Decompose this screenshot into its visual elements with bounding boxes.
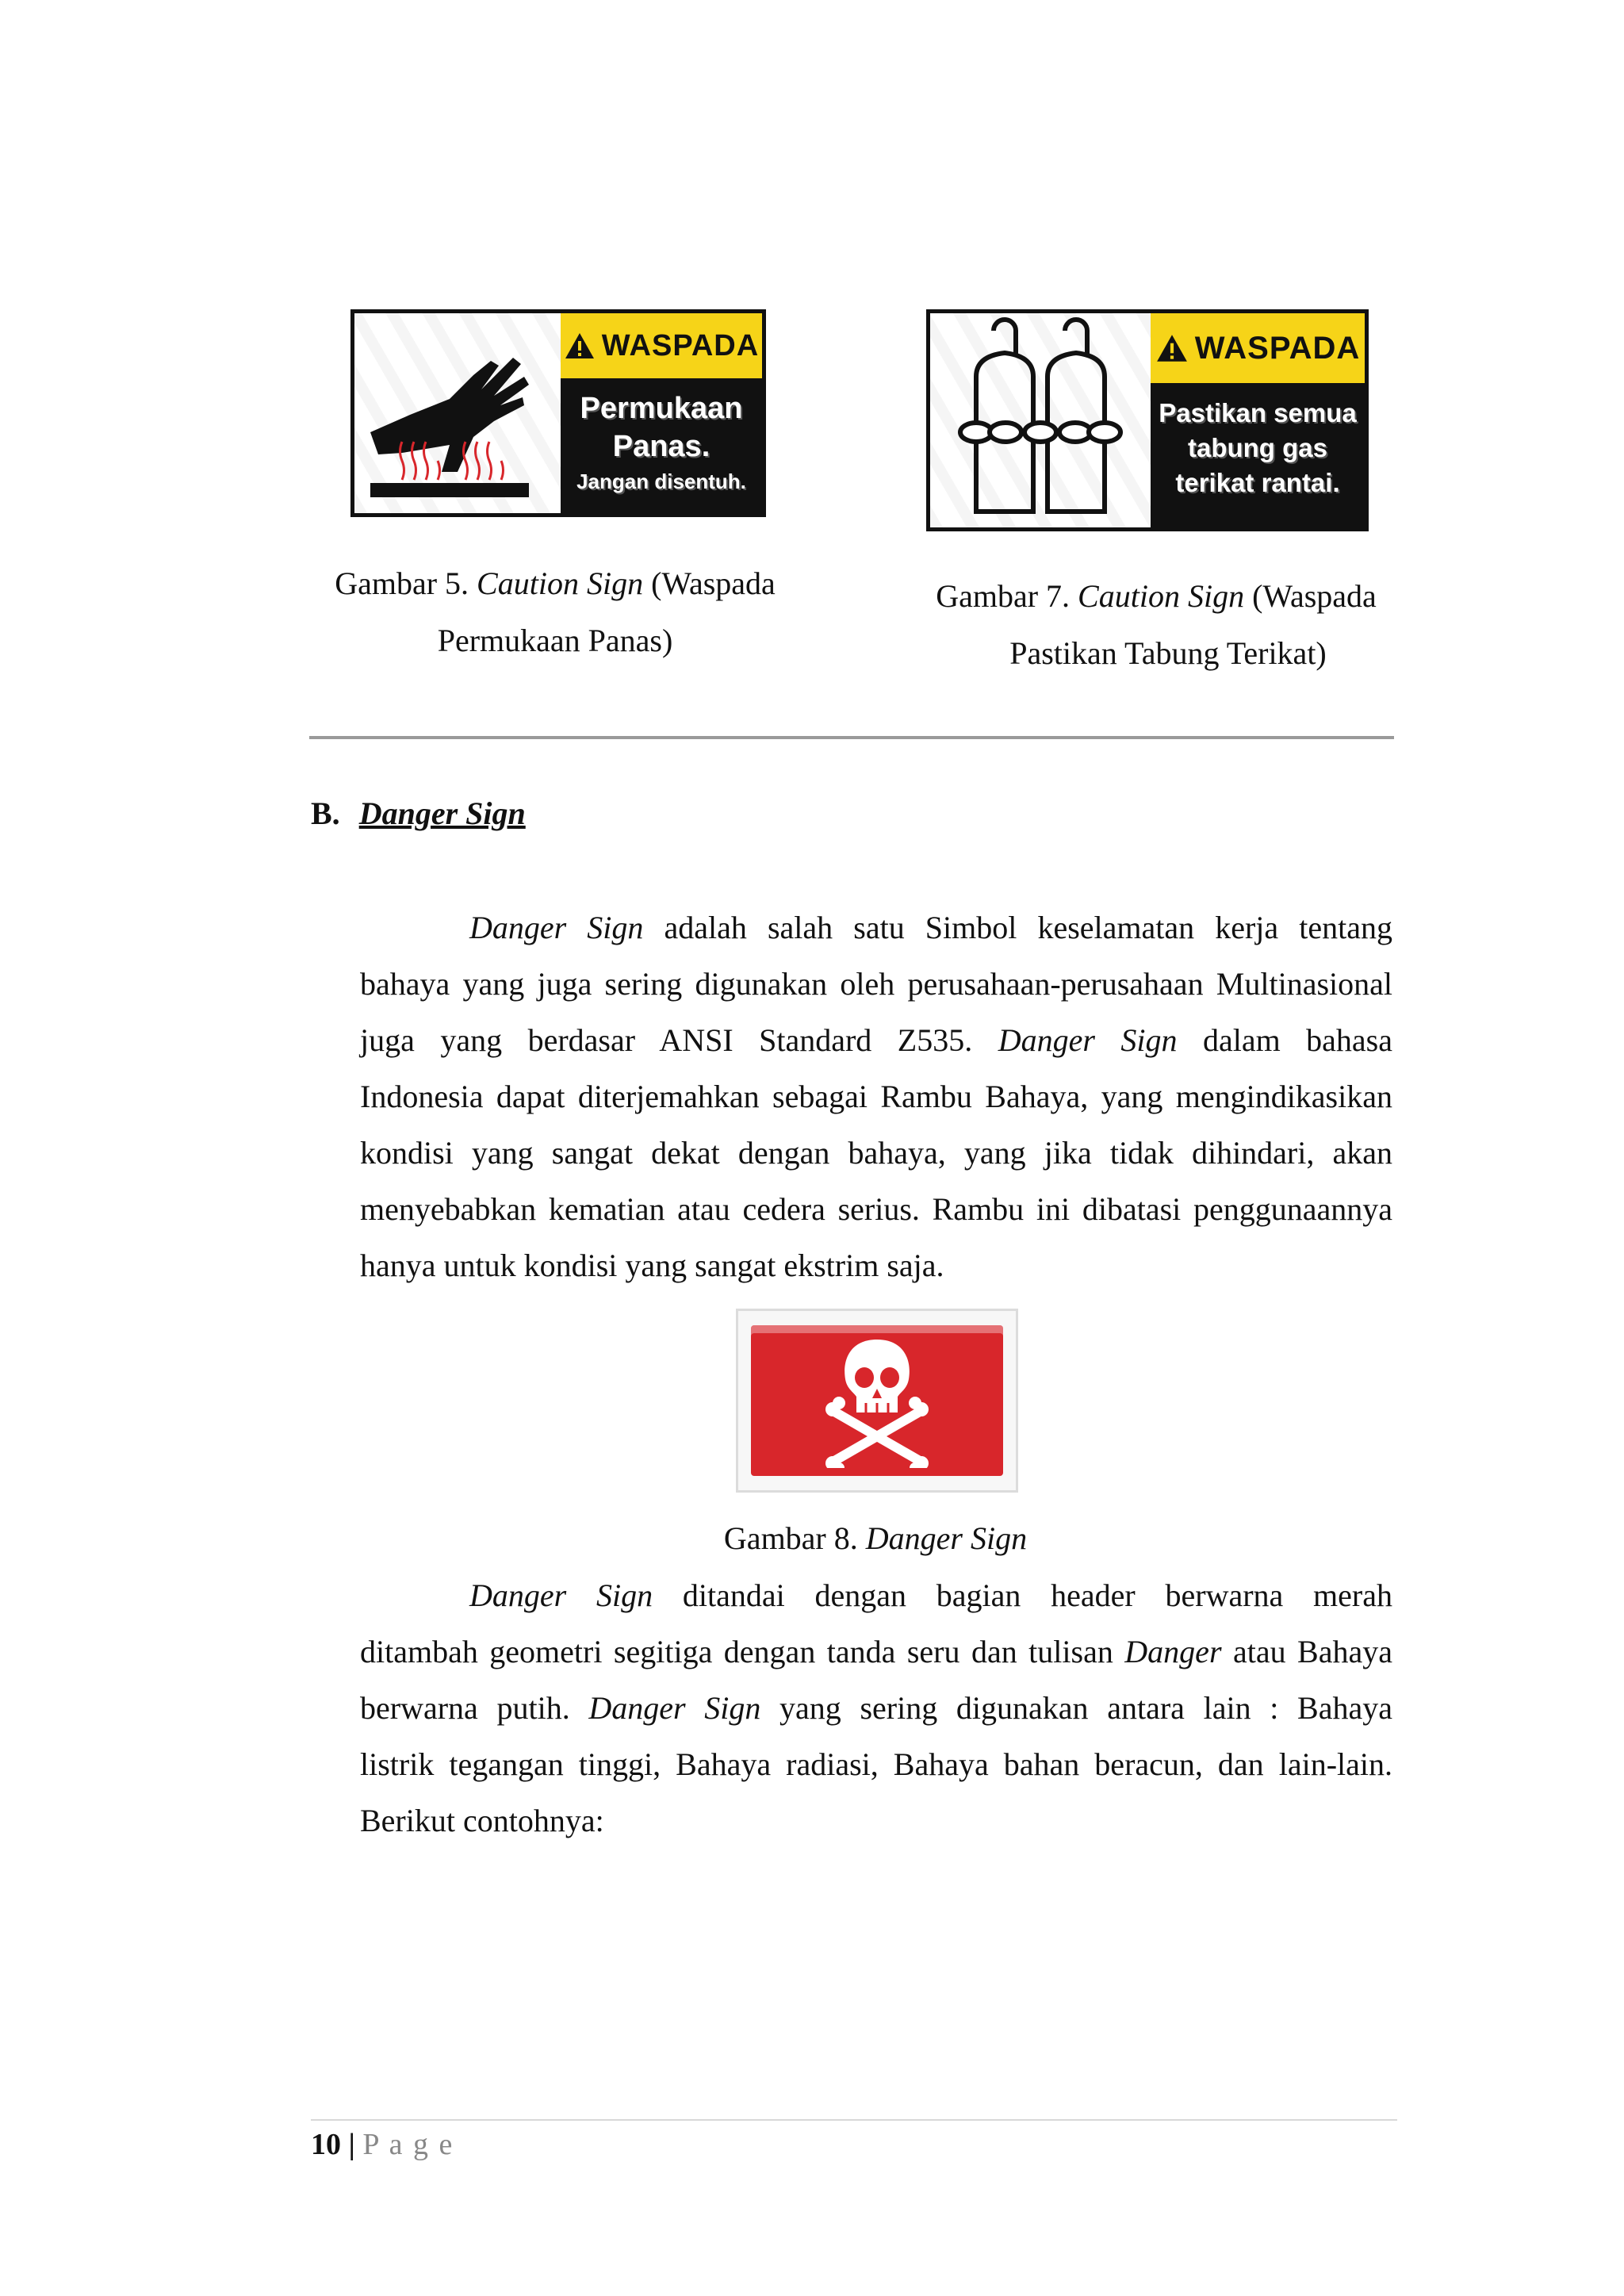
paragraph-line bbox=[360, 1567, 1392, 1623]
figure-7-image bbox=[926, 309, 1369, 531]
figure-5-image bbox=[350, 309, 766, 517]
sign-line-1: Permukaan bbox=[580, 392, 743, 425]
sign-header-text: WASPADA bbox=[1194, 330, 1361, 366]
text-run: ditandai dengan bagian header berwarna merah bbox=[653, 1577, 1392, 1613]
paragraph-2 bbox=[360, 1567, 1392, 1849]
page-label: P a g e bbox=[362, 2128, 454, 2161]
footer-rule bbox=[311, 2119, 1397, 2121]
gas-cylinder-pictogram bbox=[930, 313, 1151, 527]
section-letter: B. bbox=[311, 795, 340, 831]
caption-prefix: Gambar 8. bbox=[723, 1520, 866, 1556]
sign-line-3: terikat rantai. bbox=[1175, 468, 1340, 497]
paragraph-line: bahaya yang juga sering digunakan oleh perusahaan-perusahaan Multinasional bbox=[360, 966, 1392, 1002]
paragraph-line bbox=[360, 899, 1392, 956]
caption-italic: Caution Sign bbox=[477, 565, 644, 601]
paragraph-line: Berikut contohnya: bbox=[360, 1803, 604, 1838]
footer-separator: | bbox=[348, 2128, 355, 2161]
page-number: 10 bbox=[311, 2128, 341, 2161]
italic-term: Danger Sign bbox=[998, 1022, 1178, 1058]
figure-8-caption bbox=[598, 1510, 1153, 1567]
section-divider bbox=[309, 736, 1394, 739]
danger-sign-panel bbox=[751, 1325, 1003, 1476]
caption-suffix: (Waspada bbox=[1244, 578, 1377, 614]
paragraph-line bbox=[360, 1012, 1392, 1068]
italic-term: Danger Sign bbox=[469, 910, 644, 945]
caption-line-2: Pastikan Tabung Terikat) bbox=[1009, 635, 1327, 671]
skull-crossbones-icon bbox=[822, 1333, 933, 1468]
hot-surface-pictogram bbox=[354, 313, 561, 513]
caption-suffix: (Waspada bbox=[643, 565, 776, 601]
section-title: Danger Sign bbox=[358, 795, 526, 831]
caption-italic: Caution Sign bbox=[1078, 578, 1245, 614]
sign-text-panel bbox=[561, 313, 762, 513]
italic-term: Danger Sign bbox=[588, 1690, 761, 1726]
warning-triangle-icon bbox=[1155, 333, 1189, 363]
section-heading bbox=[311, 790, 526, 838]
text-run: juga yang berdasar ANSI Standard Z535. bbox=[360, 1022, 998, 1058]
text-run: atau Bahaya bbox=[1221, 1634, 1392, 1669]
sign-header-text: WASPADA bbox=[601, 328, 760, 362]
italic-term: Danger Sign bbox=[469, 1577, 653, 1613]
caption-line-2: Permukaan Panas) bbox=[437, 623, 673, 658]
italic-term: Danger bbox=[1124, 1634, 1222, 1669]
text-run: yang sering digunakan antara lain : Bahaya bbox=[760, 1690, 1392, 1726]
paragraph-line: kondisi yang sangat dekat dengan bahaya, yang jika tidak dihindari, akan bbox=[360, 1135, 1392, 1171]
sign-header bbox=[1151, 313, 1365, 383]
page-footer bbox=[311, 2122, 454, 2167]
figure-8-image bbox=[736, 1309, 1018, 1493]
figure-7-caption bbox=[887, 568, 1426, 682]
caption-prefix: Gambar 5. bbox=[335, 565, 477, 601]
paragraph-line bbox=[360, 1623, 1392, 1680]
gas-cylinders-icon bbox=[930, 313, 1151, 527]
caption-prefix: Gambar 7. bbox=[936, 578, 1078, 614]
sign-header bbox=[561, 313, 762, 378]
sign-text-panel bbox=[1151, 313, 1365, 527]
paragraph-1 bbox=[360, 899, 1392, 1294]
sign-line-3: Jangan disentuh. bbox=[576, 470, 746, 493]
sign-line-1: Pastikan semua bbox=[1159, 398, 1357, 427]
text-run: adalah salah satu Simbol keselamatan kerja tentang bbox=[643, 910, 1392, 945]
figure-5-caption bbox=[301, 555, 809, 669]
text-run: berwarna putih. bbox=[360, 1690, 589, 1726]
sign-line-2: Panas. bbox=[612, 430, 710, 463]
warning-triangle-icon bbox=[564, 332, 596, 360]
text-run: dalam bahasa bbox=[1177, 1022, 1392, 1058]
paragraph-line: listrik tegangan tinggi, Bahaya radiasi, Bahaya bahan beracun, dan lain-lain. bbox=[360, 1746, 1392, 1782]
sign-line-2: tabung gas bbox=[1187, 433, 1327, 462]
paragraph-line: Indonesia dapat diterjemahkan sebagai Rambu Bahaya, yang mengindikasikan bbox=[360, 1079, 1392, 1114]
paragraph-line: menyebabkan kematian atau cedera serius. Rambu ini dibatasi penggunaannya bbox=[360, 1191, 1392, 1227]
text-run: ditambah geometri segitiga dengan tanda seru dan tulisan bbox=[360, 1634, 1125, 1669]
paragraph-line bbox=[360, 1680, 1392, 1736]
caption-italic: Danger Sign bbox=[865, 1520, 1028, 1556]
hand-heat-icon bbox=[354, 313, 561, 513]
paragraph-line: hanya untuk kondisi yang sangat ekstrim saja. bbox=[360, 1248, 944, 1283]
